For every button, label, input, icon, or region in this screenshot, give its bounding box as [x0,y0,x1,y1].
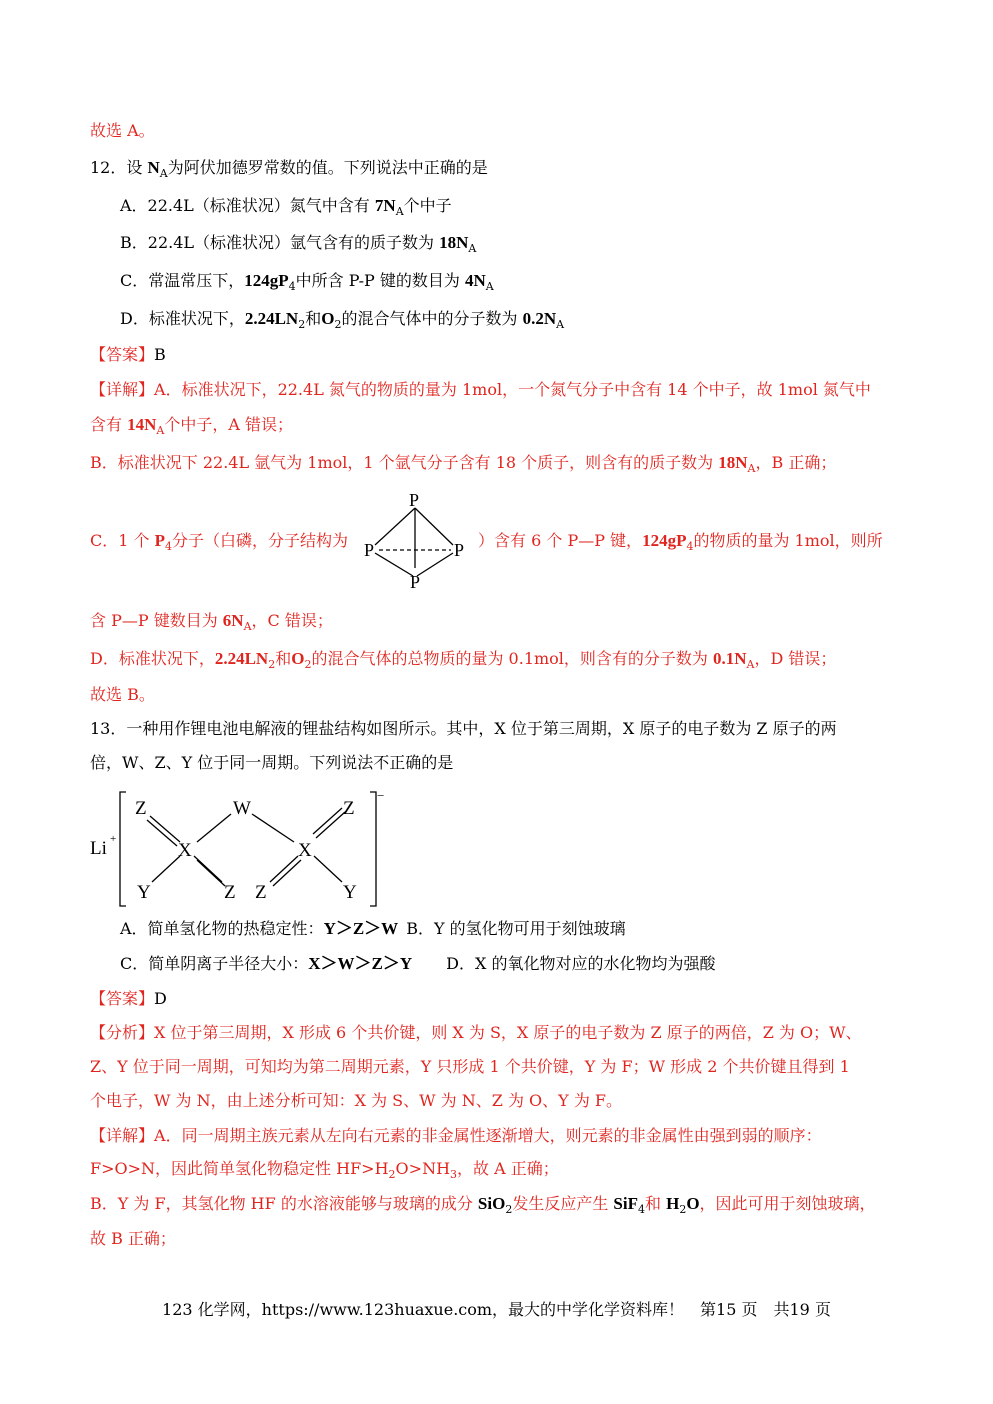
atom-z-3: Z [224,882,236,903]
q12-option-d: D．标准状况下，$2.24LN_2$和$O_2$的混合气体中的分子数为 $0.2N_A$ [120,309,565,331]
q12-option-c: C．常温常压下，$124gP_4$中所含 P-P 键的数目为 $4N_A$ [120,271,494,293]
question-12-stem: 12．设 $N_A$为阿伏加德罗常数的值。下列说法中正确的是 [90,158,488,180]
analysis-13-line2: Z、Y 位于同一周期，可知均为第二周期元素，Y 只形成 1 个共价键，Y 为 F；W 形成 2 个共价键且得到 1 [90,1057,850,1076]
detail-12-line3: B．标准状况下 22.4L 氩气为 1mol，1 个氩气分子含有 18 个质子，则含有的质子数为 $18N_A$，B 正确； [90,453,837,475]
detail-13-line1: 【详解】A．同一周期主族元素从左向右元素的非金属性逐渐增大，则元素的非金属性由强到弱的顺序： [90,1126,822,1145]
q12-option-a: A．22.4L（标准状况）氮气中含有 $7N_A$个中子 [120,196,452,218]
p4-atom-bottom: P [410,572,421,592]
detail-13-line2: F>O>N，因此简单氢化物稳定性 $HF>H_2O>NH_3$，故 A 正确； [90,1159,559,1181]
analysis-13-line1: 【分析】X 位于第三周期，X 形成 6 个共价键，则 X 为 S，X 原子的电子数为 Z 原子的两倍，Z 为 O；W、 [90,1023,862,1042]
detail-12-line4a: C．1 个 $P_4$分子（白磷，分子结构为 [90,531,349,553]
q12-option-b: B．22.4L（标准状况）氩气含有的质子数为 $18N_A$ [120,233,477,255]
atom-z-4: Z [255,882,267,903]
atom-y-2: Y [343,882,357,903]
answer-12: 【答案】B [90,345,166,364]
detail-12-line4b: ）含有 6 个 P—P 键，$124gP_4$的物质的量为 1mol，则所 [478,531,883,553]
page-footer: 123 化学网，https://www.123huaxue.com，最大的中学化学资料库！ 第15 页 共19 页 [162,1300,831,1319]
detail-13-line3: B．Y 为 F，其氢化物 HF 的水溶液能够与玻璃的成分 SiO$_2$发生反应产生 SiF$_4$和 $H_2O$，因此可用于刻蚀玻璃， [90,1194,876,1216]
p4-atom-left: P [364,540,375,560]
lithium-charge: + [110,833,117,845]
lithium-label: Li [90,838,107,859]
atom-x-2: X [298,840,312,861]
p4-atom-top: P [409,490,420,510]
q13-option-a-b: A．简单氢化物的热稳定性：Y＞Z＞W B．Y 的氢化物可用于刻蚀玻璃 [120,919,626,938]
p4-structure-diagram [355,488,480,594]
detail-12-line1: 【详解】A．标准状况下，22.4L 氮气的物质的量为 1mol，一个氮气分子中含有 14 个中子，故 1mol 氮气中 [90,380,871,399]
question-13-line1: 13．一种用作锂电池电解液的锂盐结构如图所示。其中，X 位于第三周期，X 原子的电子数为 Z 原子的两 [90,719,837,738]
question-13-line2: 倍，W、Z、Y 位于同一周期。下列说法不正确的是 [90,753,454,772]
p4-atom-right: P [454,540,465,560]
atom-z-1: Z [135,798,147,819]
choose-b: 故选 B。 [90,685,155,704]
lithium-salt-structure [88,788,398,913]
detail-13-line4: 故 B 正确； [90,1229,176,1248]
detail-12-line5: 含 P—P 键数目为 $6N_A$，C 错误； [90,611,333,633]
detail-12-line2: 含有 $14N_A$个中子，A 错误； [90,415,293,437]
atom-x-1: X [178,840,192,861]
anion-charge: − [377,788,385,803]
choose-a: 故选 A。 [90,121,155,140]
q13-option-c-d: C．简单阴离子半径大小：X＞W＞Z＞Y D．X 的氧化物对应的水化物均为强酸 [120,954,716,973]
analysis-13-line3: 个电子，W 为 N，由上述分析可知：X 为 S、W 为 N、Z 为 O、Y 为 F。 [90,1091,623,1110]
answer-13: 【答案】D [90,989,167,1008]
atom-y-1: Y [137,882,151,903]
atom-w: W [233,798,251,819]
atom-z-2: Z [343,798,355,819]
detail-12-line6: D．标准状况下，$2.24LN_2$和$O_2$的混合气体的总物质的量为 0.1mol，则含有的分子数为 $0.1N_A$，D 错误； [90,649,837,671]
